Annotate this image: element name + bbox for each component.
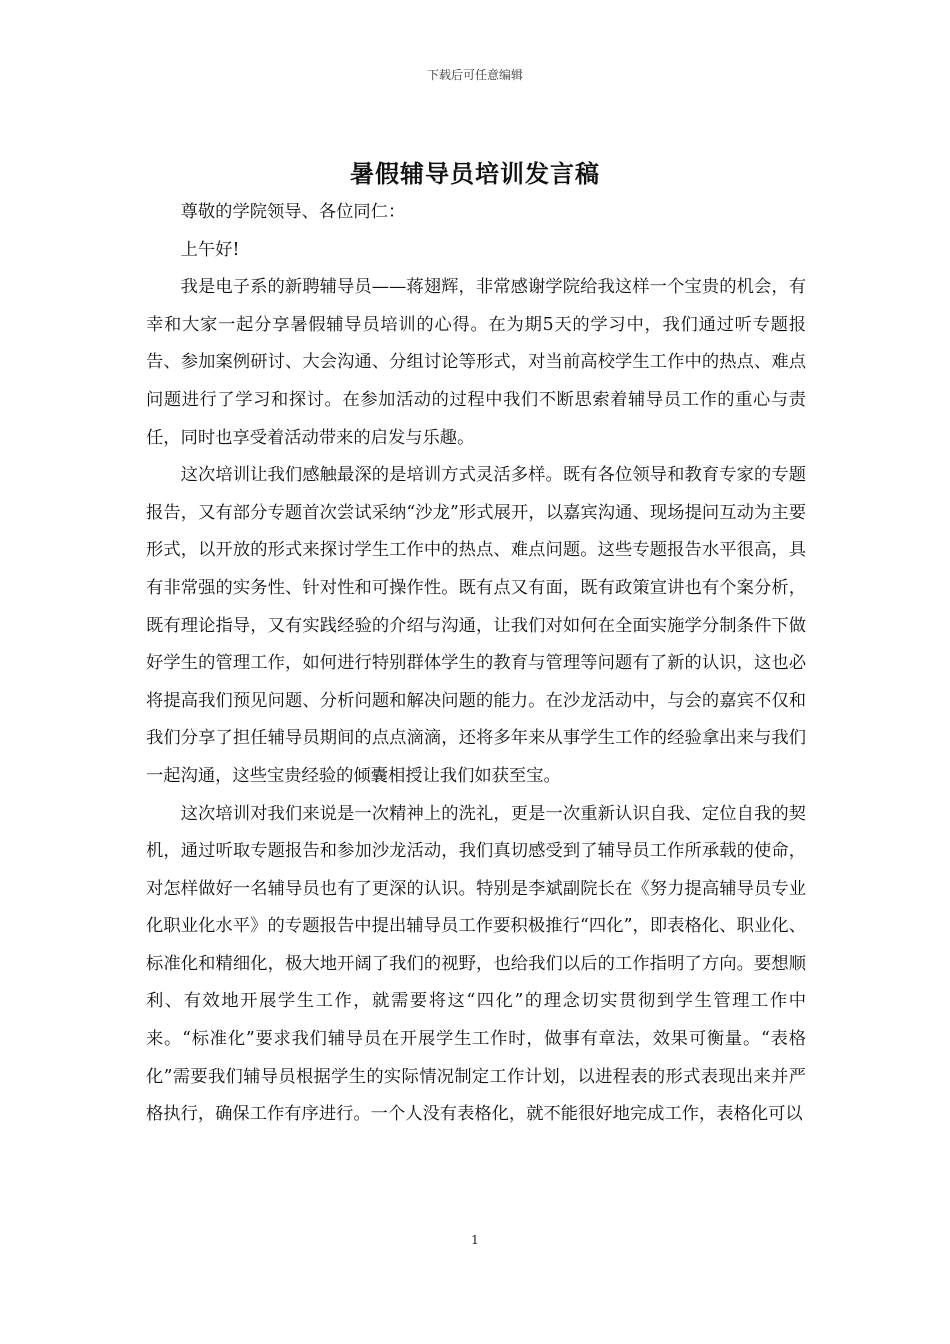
body-paragraph: 这次培训对我们来说是一次精神上的洗礼，更是一次重新认识自我、定位自我的契机，通过听取专题报告和参加沙龙活动，我们真切感受到了辅导员工作所承载的使命，对怎样做好一名辅导员也有了更深的认识。特别是李斌副院长在《努力提高辅导员专业化职业化水平》的专题报告中提出辅导员工作要积极推行“四化”，即表格化、职业化、标准化和精细化，极大地开阔了我们的视野，也给我们以后的工作指明了方向。要想顺利、有效地开展学生工作，就需要将这“四化”的理念切实贯彻到学生管理工作中来。“标准化”要求我们辅导员在开展学生工作时，做事有章法，效果可衡量。“表格化”需要我们辅导员根据学生的实际情况制定工作计划，以进程表的形式表现出来并严格执行，确保工作有序进行。一个人没有表格化，就不能很好地完成工作，表格化可以 [146, 803, 806, 1125]
header-note: 下载后可任意编辑 [426, 68, 523, 82]
salutation: 尊敬的学院领导、各位同仁： [180, 202, 406, 222]
document-body [146, 194, 806, 1134]
page-title: 暑假辅导员培训发言稿 [350, 160, 600, 188]
page-number: 1 [471, 1233, 479, 1247]
body-paragraph: 这次培训让我们感触最深的是培训方式灵活多样。既有各位领导和教育专家的专题报告，又有部分专题首次尝试采纳“沙龙”形式展开，以嘉宾沟通、现场提问互动为主要形式，以开放的形式来探讨学生工作中的热点、难点问题。这些专题报告水平很高，具有非常强的实务性、针对性和可操作性。既有点又有面，既有政策宣讲也有个案分析，既有理论指导，又有实践经验的介绍与沟通，让我们对如何在全面实施学分制条件下做好学生的管理工作，如何进行特别群体学生的教育与管理等问题有了新的认识，这也必将提高我们预见问题、分析问题和解决问题的能力。在沙龙活动中，与会的嘉宾不仅和我们分享了担任辅导员期间的点点滴滴，还将多年来从事学生工作的经验拿出来与我们一起沟通，这些宝贵经验的倾囊相授让我们如获至宝。 [146, 465, 806, 786]
greeting: 上午好! [180, 239, 240, 260]
body-paragraph: 我是电子系的新聘辅导员——蒋翅辉，非常感谢学院给我这样一个宝贵的机会，有幸和大家一起分享暑假辅导员培训的心得。在为期5天的学习中，我们通过听专题报告、参加案例研讨、大会沟通、分组讨论等形式，对当前高校学生工作中的热点、难点问题进行了学习和探讨。在参加活动的过程中我们不断思索着辅导员工作的重心与责任，同时也享受着活动带来的启发与乐趣。 [146, 277, 806, 448]
